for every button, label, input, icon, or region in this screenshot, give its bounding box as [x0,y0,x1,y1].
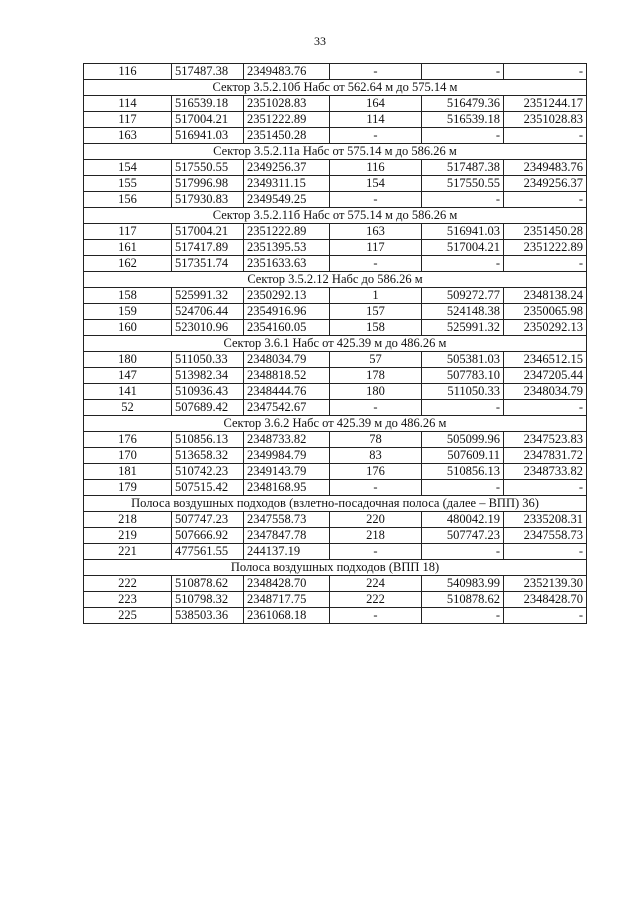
adjacent-y-coordinate-cell: 2351222.89 [504,240,587,256]
table-row [84,288,587,304]
coordinates-table [83,63,587,624]
adjacent-point-id-cell: - [330,192,422,208]
point-id-cell: 159 [84,304,172,320]
x-coordinate-cell: 516941.03 [172,128,244,144]
table-row [84,320,587,336]
table-row [84,448,587,464]
adjacent-y-coordinate-cell: 2346512.15 [504,352,587,368]
adjacent-x-coordinate-cell: 509272.77 [422,288,504,304]
point-id-cell: 161 [84,240,172,256]
section-header-row [84,80,587,96]
adjacent-x-coordinate-cell: 517487.38 [422,160,504,176]
y-coordinate-cell: 2351028.83 [244,96,330,112]
point-id-cell: 52 [84,400,172,416]
y-coordinate-cell: 2351222.89 [244,224,330,240]
section-header-row [84,416,587,432]
x-coordinate-cell: 524706.44 [172,304,244,320]
adjacent-point-id-cell: 176 [330,464,422,480]
adjacent-y-coordinate-cell: 2335208.31 [504,512,587,528]
y-coordinate-cell: 2349483.76 [244,64,330,80]
point-id-cell: 221 [84,544,172,560]
adjacent-x-coordinate-cell: 516479.36 [422,96,504,112]
adjacent-y-coordinate-cell: 2347831.72 [504,448,587,464]
y-coordinate-cell: 2349256.37 [244,160,330,176]
table-row [84,256,587,272]
y-coordinate-cell: 2348818.52 [244,368,330,384]
x-coordinate-cell: 513982.34 [172,368,244,384]
adjacent-x-coordinate-cell: - [422,544,504,560]
table-row [84,96,587,112]
adjacent-y-coordinate-cell: - [504,400,587,416]
y-coordinate-cell: 2354916.96 [244,304,330,320]
point-id-cell: 163 [84,128,172,144]
adjacent-x-coordinate-cell: - [422,128,504,144]
y-coordinate-cell: 2351222.89 [244,112,330,128]
y-coordinate-cell: 2348717.75 [244,592,330,608]
x-coordinate-cell: 510878.62 [172,576,244,592]
adjacent-point-id-cell: 57 [330,352,422,368]
table-row [84,464,587,480]
adjacent-point-id-cell: 222 [330,592,422,608]
point-id-cell: 162 [84,256,172,272]
table-row [84,160,587,176]
y-coordinate-cell: 2349549.25 [244,192,330,208]
point-id-cell: 180 [84,352,172,368]
x-coordinate-cell: 507689.42 [172,400,244,416]
adjacent-x-coordinate-cell: 505099.96 [422,432,504,448]
adjacent-y-coordinate-cell: 2348733.82 [504,464,587,480]
section-title: Сектор 3.5.2.12 Набс до 586.26 м [84,272,587,288]
adjacent-y-coordinate-cell: 2348138.24 [504,288,587,304]
x-coordinate-cell: 510742.23 [172,464,244,480]
y-coordinate-cell: 2348444.76 [244,384,330,400]
table-row [84,176,587,192]
adjacent-x-coordinate-cell: 507609.11 [422,448,504,464]
section-title: Полоса воздушных подходов (взлетно-посадочная полоса (далее – ВПП) 36) [84,496,587,512]
section-title: Сектор 3.5.2.10б Набс от 562.64 м до 575.14 м [84,80,587,96]
adjacent-point-id-cell: - [330,480,422,496]
table-row [84,384,587,400]
adjacent-x-coordinate-cell: 524148.38 [422,304,504,320]
point-id-cell: 223 [84,592,172,608]
table-row [84,400,587,416]
adjacent-x-coordinate-cell: 510878.62 [422,592,504,608]
point-id-cell: 147 [84,368,172,384]
adjacent-y-coordinate-cell: 2349256.37 [504,176,587,192]
table-row [84,608,587,624]
section-header-row [84,272,587,288]
section-title: Сектор 3.5.2.11а Набс от 575.14 м до 586.26 м [84,144,587,160]
adjacent-x-coordinate-cell: 510856.13 [422,464,504,480]
adjacent-point-id-cell: 116 [330,160,422,176]
x-coordinate-cell: 477561.55 [172,544,244,560]
point-id-cell: 176 [84,432,172,448]
adjacent-x-coordinate-cell: 480042.19 [422,512,504,528]
adjacent-y-coordinate-cell: 2348034.79 [504,384,587,400]
point-id-cell: 170 [84,448,172,464]
section-title: Сектор 3.6.2 Набс от 425.39 м до 486.26 м [84,416,587,432]
section-header-row [84,144,587,160]
x-coordinate-cell: 516539.18 [172,96,244,112]
point-id-cell: 219 [84,528,172,544]
table-row [84,368,587,384]
adjacent-y-coordinate-cell: - [504,608,587,624]
adjacent-x-coordinate-cell: - [422,64,504,80]
point-id-cell: 158 [84,288,172,304]
point-id-cell: 156 [84,192,172,208]
point-id-cell: 117 [84,224,172,240]
adjacent-point-id-cell: 78 [330,432,422,448]
point-id-cell: 181 [84,464,172,480]
adjacent-point-id-cell: 83 [330,448,422,464]
adjacent-x-coordinate-cell: 517004.21 [422,240,504,256]
adjacent-x-coordinate-cell: 516539.18 [422,112,504,128]
table-row [84,576,587,592]
y-coordinate-cell: 2348428.70 [244,576,330,592]
adjacent-y-coordinate-cell: - [504,192,587,208]
point-id-cell: 179 [84,480,172,496]
section-header-row [84,208,587,224]
y-coordinate-cell: 2349311.15 [244,176,330,192]
adjacent-x-coordinate-cell: 507783.10 [422,368,504,384]
y-coordinate-cell: 244137.19 [244,544,330,560]
table-row [84,480,587,496]
adjacent-y-coordinate-cell: - [504,64,587,80]
adjacent-point-id-cell: 1 [330,288,422,304]
x-coordinate-cell: 517004.21 [172,112,244,128]
point-id-cell: 154 [84,160,172,176]
adjacent-point-id-cell: 218 [330,528,422,544]
x-coordinate-cell: 517351.74 [172,256,244,272]
section-title: Полоса воздушных подходов (ВПП 18) [84,560,587,576]
y-coordinate-cell: 2347558.73 [244,512,330,528]
x-coordinate-cell: 523010.96 [172,320,244,336]
y-coordinate-cell: 2347542.67 [244,400,330,416]
adjacent-point-id-cell: 180 [330,384,422,400]
x-coordinate-cell: 511050.33 [172,352,244,368]
adjacent-x-coordinate-cell: - [422,192,504,208]
x-coordinate-cell: 517550.55 [172,160,244,176]
y-coordinate-cell: 2350292.13 [244,288,330,304]
x-coordinate-cell: 510856.13 [172,432,244,448]
adjacent-point-id-cell: - [330,608,422,624]
y-coordinate-cell: 2351450.28 [244,128,330,144]
point-id-cell: 114 [84,96,172,112]
table-row [84,240,587,256]
adjacent-x-coordinate-cell: - [422,256,504,272]
adjacent-x-coordinate-cell: 505381.03 [422,352,504,368]
adjacent-point-id-cell: 220 [330,512,422,528]
adjacent-x-coordinate-cell: 516941.03 [422,224,504,240]
section-title: Сектор 3.5.2.11б Набс от 575.14 м до 586.26 м [84,208,587,224]
x-coordinate-cell: 517487.38 [172,64,244,80]
y-coordinate-cell: 2349143.79 [244,464,330,480]
x-coordinate-cell: 507747.23 [172,512,244,528]
adjacent-x-coordinate-cell: - [422,608,504,624]
point-id-cell: 141 [84,384,172,400]
adjacent-x-coordinate-cell: 517550.55 [422,176,504,192]
adjacent-x-coordinate-cell: 507747.23 [422,528,504,544]
section-header-row [84,336,587,352]
adjacent-point-id-cell: 163 [330,224,422,240]
point-id-cell: 116 [84,64,172,80]
y-coordinate-cell: 2348733.82 [244,432,330,448]
adjacent-point-id-cell: - [330,544,422,560]
adjacent-x-coordinate-cell: - [422,480,504,496]
adjacent-point-id-cell: - [330,128,422,144]
adjacent-point-id-cell: 224 [330,576,422,592]
table-row [84,512,587,528]
table-row [84,112,587,128]
x-coordinate-cell: 538503.36 [172,608,244,624]
x-coordinate-cell: 507666.92 [172,528,244,544]
adjacent-point-id-cell: - [330,400,422,416]
x-coordinate-cell: 513658.32 [172,448,244,464]
adjacent-x-coordinate-cell: 540983.99 [422,576,504,592]
adjacent-y-coordinate-cell: 2350065.98 [504,304,587,320]
adjacent-y-coordinate-cell: 2347558.73 [504,528,587,544]
adjacent-point-id-cell: - [330,256,422,272]
table-row [84,432,587,448]
y-coordinate-cell: 2351395.53 [244,240,330,256]
y-coordinate-cell: 2354160.05 [244,320,330,336]
section-header-row [84,496,587,512]
adjacent-y-coordinate-cell: 2347523.83 [504,432,587,448]
point-id-cell: 218 [84,512,172,528]
y-coordinate-cell: 2348168.95 [244,480,330,496]
adjacent-x-coordinate-cell: 511050.33 [422,384,504,400]
adjacent-point-id-cell: 117 [330,240,422,256]
x-coordinate-cell: 510798.32 [172,592,244,608]
section-header-row [84,560,587,576]
adjacent-point-id-cell: 114 [330,112,422,128]
adjacent-y-coordinate-cell: 2348428.70 [504,592,587,608]
adjacent-y-coordinate-cell: 2349483.76 [504,160,587,176]
adjacent-point-id-cell: 154 [330,176,422,192]
adjacent-y-coordinate-cell: 2350292.13 [504,320,587,336]
x-coordinate-cell: 517417.89 [172,240,244,256]
y-coordinate-cell: 2351633.63 [244,256,330,272]
x-coordinate-cell: 517004.21 [172,224,244,240]
adjacent-y-coordinate-cell: - [504,480,587,496]
adjacent-y-coordinate-cell: 2351028.83 [504,112,587,128]
adjacent-y-coordinate-cell: 2351244.17 [504,96,587,112]
x-coordinate-cell: 517930.83 [172,192,244,208]
section-title: Сектор 3.6.1 Набс от 425.39 м до 486.26 м [84,336,587,352]
page-number: 33 [314,34,326,48]
adjacent-point-id-cell: 158 [330,320,422,336]
table-row [84,128,587,144]
y-coordinate-cell: 2361068.18 [244,608,330,624]
table-row [84,64,587,80]
table-row [84,528,587,544]
adjacent-y-coordinate-cell: - [504,256,587,272]
x-coordinate-cell: 507515.42 [172,480,244,496]
adjacent-y-coordinate-cell: - [504,544,587,560]
adjacent-y-coordinate-cell: 2351450.28 [504,224,587,240]
adjacent-point-id-cell: 178 [330,368,422,384]
point-id-cell: 225 [84,608,172,624]
table-row [84,224,587,240]
point-id-cell: 222 [84,576,172,592]
adjacent-x-coordinate-cell: 525991.32 [422,320,504,336]
y-coordinate-cell: 2347847.78 [244,528,330,544]
y-coordinate-cell: 2348034.79 [244,352,330,368]
adjacent-y-coordinate-cell: 2352139.30 [504,576,587,592]
x-coordinate-cell: 517996.98 [172,176,244,192]
adjacent-point-id-cell: 164 [330,96,422,112]
table-row [84,544,587,560]
adjacent-point-id-cell: - [330,64,422,80]
adjacent-x-coordinate-cell: - [422,400,504,416]
x-coordinate-cell: 510936.43 [172,384,244,400]
adjacent-point-id-cell: 157 [330,304,422,320]
table-row [84,192,587,208]
table-row [84,352,587,368]
table-row [84,304,587,320]
adjacent-y-coordinate-cell: 2347205.44 [504,368,587,384]
y-coordinate-cell: 2349984.79 [244,448,330,464]
table-row [84,592,587,608]
point-id-cell: 117 [84,112,172,128]
x-coordinate-cell: 525991.32 [172,288,244,304]
adjacent-y-coordinate-cell: - [504,128,587,144]
point-id-cell: 160 [84,320,172,336]
point-id-cell: 155 [84,176,172,192]
